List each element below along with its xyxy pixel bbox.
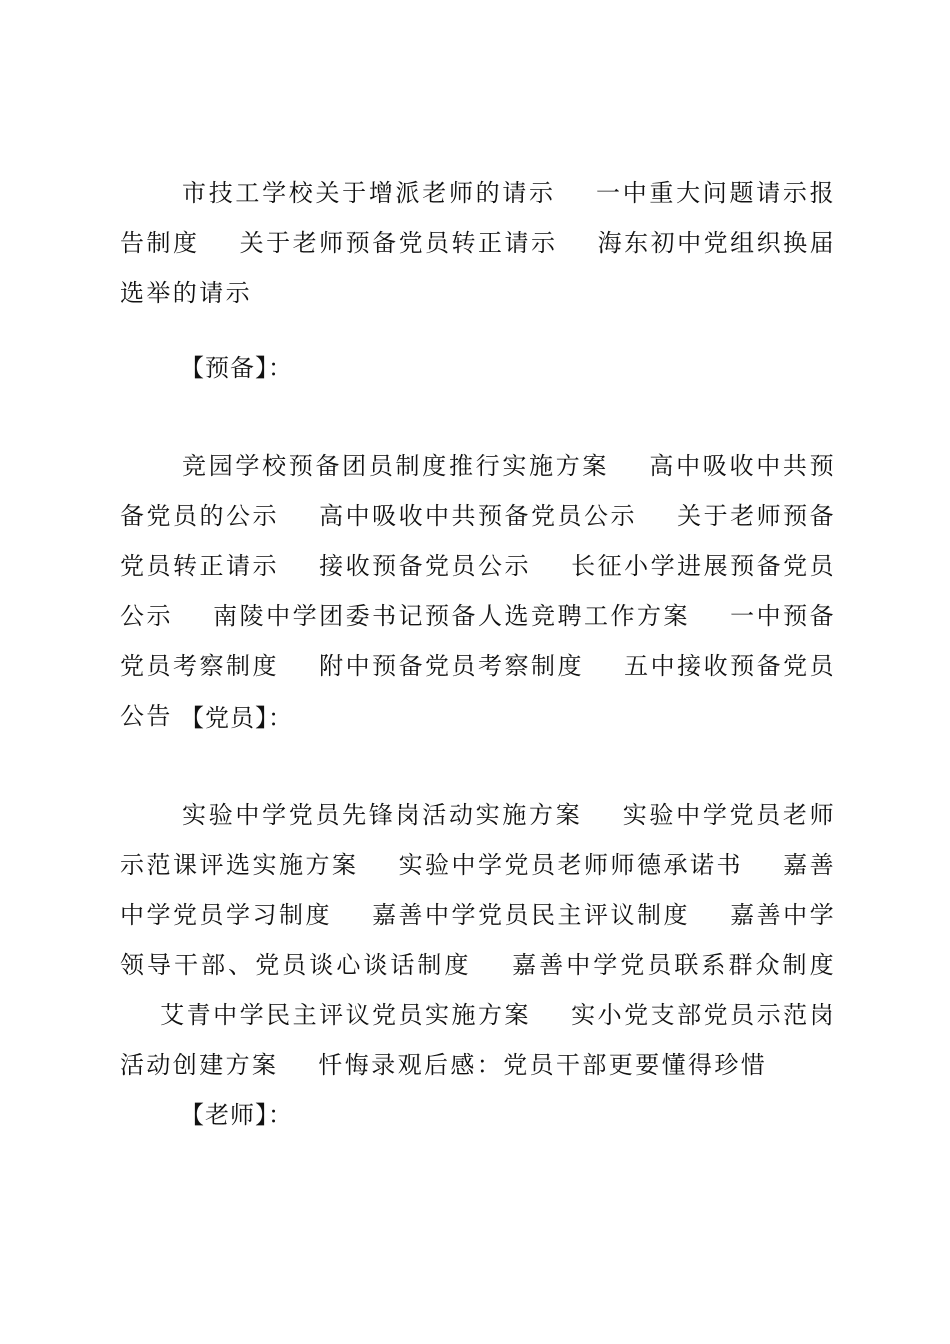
list-item: 忏悔录观后感：党员干部更要懂得珍惜 (318, 1051, 768, 1079)
list-item: 关于老师预备党员转正请示 (120, 502, 837, 580)
list-item: 实验中学党员老师示范课评选实施方案 (120, 801, 837, 879)
list-item: 接收预备党员公示 (318, 552, 532, 580)
list-item: 艾青中学民主评议党员实施方案 (160, 1001, 532, 1029)
list-item: 嘉善中学党员学习制度 (120, 851, 836, 929)
list-item: 海东初中党组织换届选举的请示 (120, 229, 837, 307)
list-item: 一中重大问题请示报告制度 (120, 179, 836, 257)
paragraph-preparatory (120, 441, 836, 741)
paragraph-requests (120, 168, 836, 318)
list-item: 长征小学进展预备党员公示 (120, 552, 837, 630)
section-heading-teachers: 【老师】： (180, 1101, 293, 1129)
list-item: 五中接收预备党员公告 (120, 652, 837, 730)
list-item: 实验中学党员老师师德承诺书 (398, 851, 743, 879)
list-item: 竞园学校预备团员制度推行实施方案 (182, 452, 610, 480)
list-item: 市技工学校关于增派老师的请示 (182, 179, 556, 207)
list-item: 嘉善中学党员民主评议制度 (371, 901, 691, 929)
list-item: 嘉善中学领导干部、党员谈心谈话制度 (120, 901, 836, 979)
list-item: 嘉善中学党员联系群众制度 (511, 951, 836, 979)
list-item: 高中吸收中共预备党员的公示 (120, 452, 836, 530)
list-item: 附中预备党员考察制度 (318, 652, 585, 680)
list-item: 一中预备党员考察制度 (120, 602, 836, 680)
list-item: 南陵中学团委书记预备人选竞聘工作方案 (213, 602, 691, 630)
section-heading-party-members: 【党员】： (180, 704, 293, 732)
paragraph-party-members (120, 790, 836, 1090)
section-heading-preparatory: 【预备】： (180, 354, 293, 382)
list-item: 高中吸收中共预备党员公示 (318, 502, 638, 530)
list-item: 关于老师预备党员转正请示 (239, 229, 558, 257)
list-item: 实小党支部党员示范岗活动创建方案 (120, 1001, 837, 1079)
list-item: 实验中学党员先锋岗活动实施方案 (182, 801, 583, 829)
